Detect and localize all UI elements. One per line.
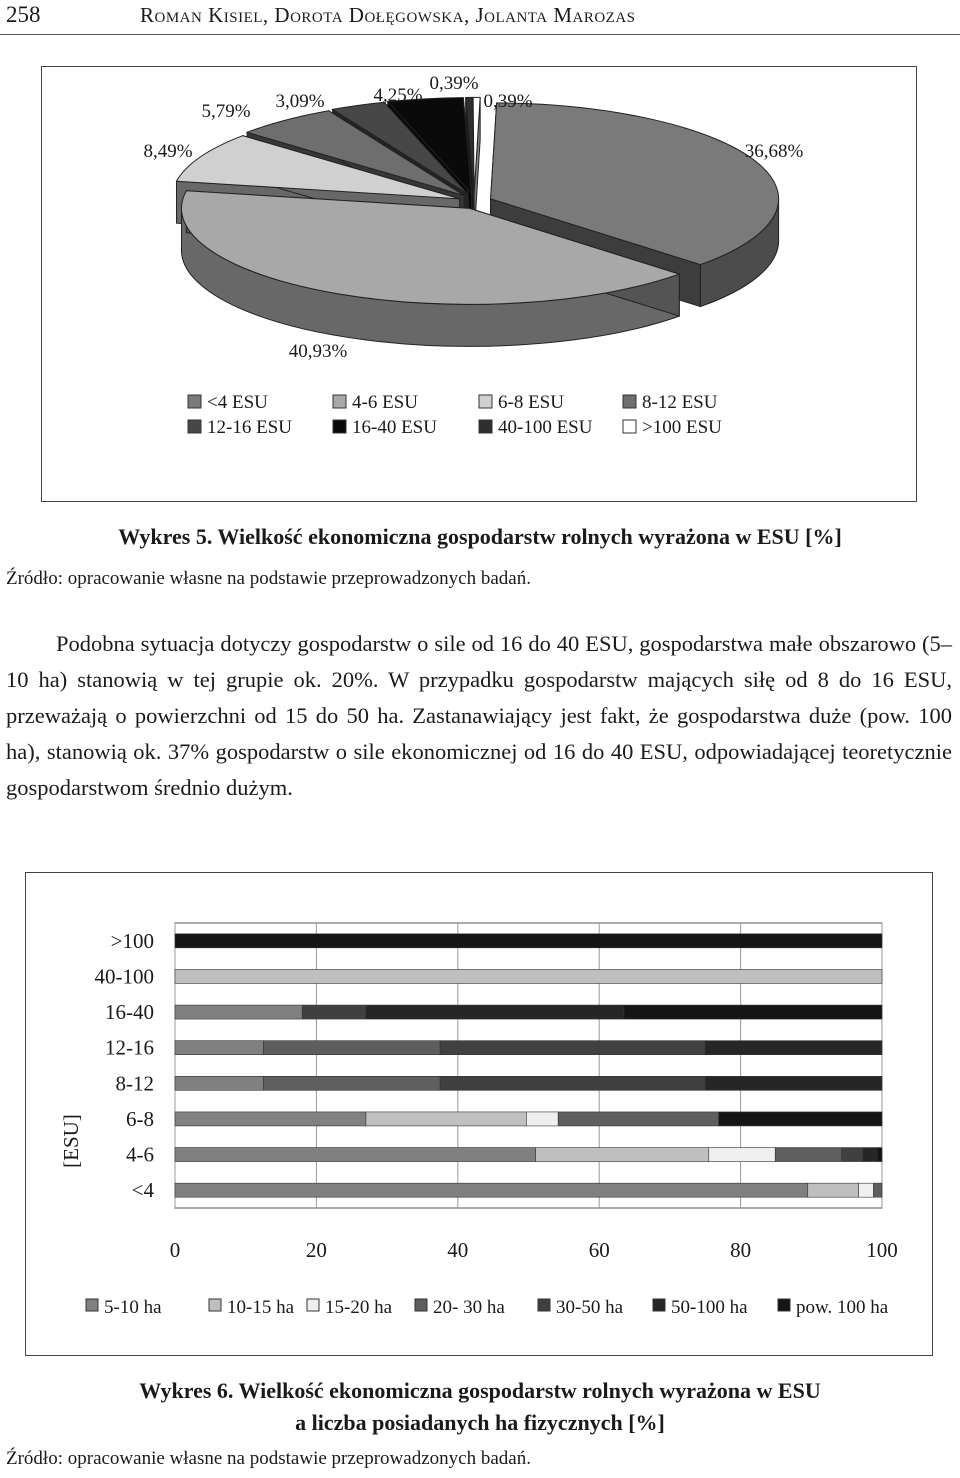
bar-legend-label: 20- 30 ha: [433, 1297, 505, 1318]
bar-legend-swatch: [307, 1299, 319, 1311]
pie-legend-label: >100 ESU: [642, 417, 722, 438]
x-tick-label: 0: [169, 1238, 181, 1262]
bar-segment: [440, 1041, 705, 1055]
grid-lines: [175, 923, 882, 1208]
pie-legend: [188, 392, 722, 438]
bar-segment: [366, 1005, 624, 1019]
bar-segment: [175, 934, 882, 948]
bar-segment: [440, 1076, 705, 1090]
pie-value-label: 5,79%: [201, 101, 251, 122]
pie-legend-label: 6-8 ESU: [498, 392, 564, 413]
bar-segment: [175, 1041, 263, 1055]
pie-legend-swatch: [623, 420, 636, 433]
pie-value-label: 40,93%: [288, 341, 348, 362]
bar-chart-frame: [25, 872, 933, 1356]
bar-legend-label: 10-15 ha: [227, 1297, 295, 1318]
header-rule: [0, 34, 960, 35]
body-paragraph: Podobna sytuacja dotyczy gospodarstw o sile od 16 do 40 ESU, gospodarstwa małe obszarowo (5–10 ha) stanowią w tej grupie ok. 20%. W przypadku gospodarstw mających siłę od 8 do 16 ESU, przeważają o powierzchni od 15 do 50 ha. Zastanawiający jest fakt, że gospodarstwa duże (pow. 100 ha), stanowią ok. 37% gospodarstw o sile ekonomicznej od 16 do 40 ESU, odpowiadającej teoretycznie gospodarstwom średnio dużym.: [6, 631, 952, 800]
y-tick-label: 40-100: [94, 964, 154, 989]
pie-legend-swatch: [623, 395, 636, 408]
esu-ha-bar-chart: [26, 873, 932, 1355]
bar-legend-swatch: [778, 1299, 790, 1311]
bar-legend-swatch: [415, 1299, 427, 1311]
bar-legend-swatch: [653, 1299, 665, 1311]
x-tick-label: 80: [730, 1238, 752, 1262]
pie-legend-label: 16-40 ESU: [352, 417, 437, 438]
bars: [175, 934, 882, 1197]
y-axis-label: [ESU]: [59, 1114, 83, 1168]
pie-legend-label: 12-16 ESU: [207, 417, 292, 438]
bar-segment: [175, 1112, 366, 1126]
y-tick-label: >100: [110, 928, 154, 953]
bar-segment: [624, 1005, 882, 1019]
pie-chart-frame: [41, 66, 917, 502]
bar-segment: [705, 1076, 882, 1090]
bar-segment: [775, 1148, 841, 1162]
bar-legend-label: 5-10 ha: [104, 1297, 162, 1318]
y-tick-label: 6-8: [126, 1106, 154, 1131]
y-tick-label: 8-12: [115, 1071, 154, 1096]
bar-legend-swatch: [538, 1299, 550, 1311]
bar-segment: [175, 1076, 263, 1090]
y-tick-label: 12-16: [105, 1035, 154, 1060]
bar-segment: [874, 1183, 882, 1197]
chart5-source: Źródło: opracowanie własne na podstawie przeprowadzonych badań.: [6, 568, 531, 589]
pie-value-label: 36,68%: [744, 141, 804, 162]
page-header: [0, 0, 960, 36]
pie-legend-swatch: [333, 395, 346, 408]
y-tick-label: <4: [131, 1178, 154, 1203]
pie-legend-swatch: [188, 420, 201, 433]
bar-legend-swatch: [86, 1299, 98, 1311]
y-tick-label: 16-40: [105, 1000, 154, 1025]
x-tick-label: 60: [588, 1238, 610, 1262]
bar-segment: [719, 1112, 882, 1126]
chart6-caption-line2: a liczba posiadanych ha fizycznych [%]: [295, 1410, 665, 1435]
bar-segment: [842, 1148, 863, 1162]
chart6-source: Źródło: opracowanie własne na podstawie przeprowadzonych badań.: [6, 1448, 531, 1469]
bar-segment: [877, 1148, 882, 1162]
y-tick-label: 4-6: [126, 1142, 154, 1167]
bar-segment: [536, 1148, 709, 1162]
bar-segment: [808, 1183, 859, 1197]
bar-legend-swatch: [209, 1299, 221, 1311]
bar-segment: [558, 1112, 718, 1126]
bar-segment: [709, 1148, 775, 1162]
bar-segment: [175, 1005, 302, 1019]
bar-legend: [86, 1297, 889, 1318]
bar-segment: [302, 1005, 366, 1019]
bar-segment: [175, 1183, 808, 1197]
x-tick-label: 20: [305, 1238, 327, 1262]
chart5-caption: Wykres 5. Wielkość ekonomiczna gospodarstw rolnych wyrażona w ESU [%]: [118, 524, 842, 549]
bar-legend-label: 50-100 ha: [671, 1297, 748, 1318]
bar-segment: [175, 1148, 536, 1162]
x-tick-label: 100: [866, 1238, 898, 1262]
bar-legend-label: pow. 100 ha: [796, 1297, 889, 1318]
pie-legend-label: 40-100 ESU: [498, 417, 593, 438]
bar-segment: [366, 1112, 526, 1126]
pie-value-label: 0,39%: [429, 73, 479, 94]
page-number: 258: [6, 2, 41, 27]
pie-value-label: 4,25%: [373, 85, 423, 106]
pie-legend-swatch: [479, 395, 492, 408]
bar-segment: [705, 1041, 882, 1055]
plot-area: [175, 923, 882, 1208]
pie-value-label: 0,39%: [483, 91, 533, 112]
x-tick-label: 40: [447, 1238, 469, 1262]
running-head: Roman Kisiel, Dorota Dołęgowska, Jolanta Marozas: [140, 3, 636, 27]
pie-legend-swatch: [333, 420, 346, 433]
bar-legend-label: 15-20 ha: [325, 1297, 393, 1318]
pie-legend-label: 8-12 ESU: [642, 392, 718, 413]
bar-segment: [175, 969, 882, 983]
pie-value-label: 8,49%: [143, 141, 193, 162]
bar-legend-label: 30-50 ha: [556, 1297, 624, 1318]
bar-segment: [863, 1148, 877, 1162]
pie-legend-swatch: [188, 395, 201, 408]
chart6-caption-line1: Wykres 6. Wielkość ekonomiczna gospodarstw rolnych wyrażona w ESU: [139, 1378, 821, 1403]
pie-legend-label: <4 ESU: [207, 392, 268, 413]
bar-segment: [526, 1112, 558, 1126]
pie-value-label: 3,09%: [275, 91, 325, 112]
esu-pie-chart: [42, 67, 916, 501]
pie-legend-swatch: [479, 420, 492, 433]
bar-segment: [263, 1041, 440, 1055]
bar-segment: [859, 1183, 874, 1197]
pie-legend-label: 4-6 ESU: [352, 392, 418, 413]
bar-segment: [263, 1076, 440, 1090]
